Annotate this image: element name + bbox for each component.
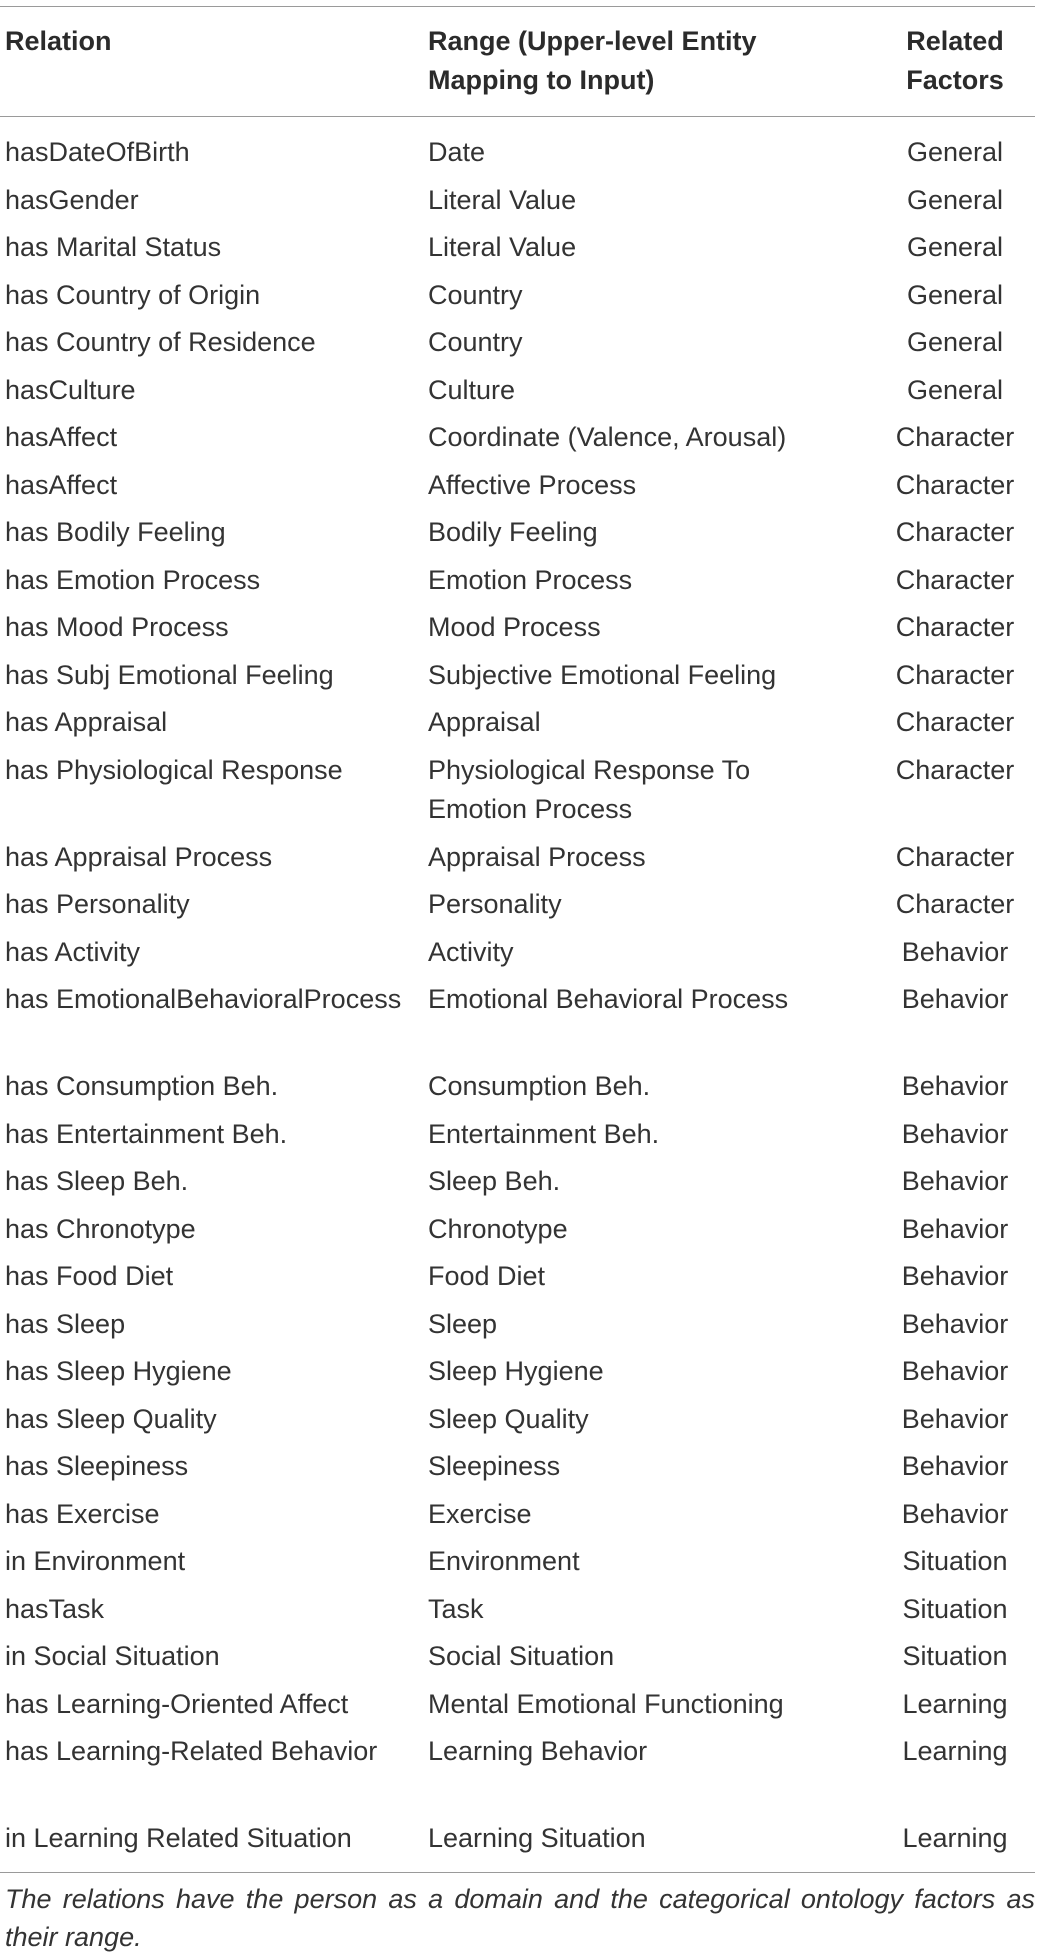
range-cell: Emotion Process <box>428 564 633 595</box>
table-row <box>0 1257 1040 1305</box>
relation-cell: has Entertainment Beh. <box>5 1118 288 1149</box>
range-cell: Sleep Hygiene <box>428 1356 604 1386</box>
relation-cell: in Environment <box>5 1546 186 1576</box>
range-cell: Sleep Beh. <box>428 1166 561 1196</box>
relation-cell: hasTask <box>5 1593 105 1624</box>
table-row <box>0 1210 1040 1258</box>
table-row <box>0 608 1040 656</box>
relation-cell: hasDateOfBirth <box>5 137 190 167</box>
factor-cell: Behavior <box>901 1356 1009 1386</box>
range-cell: Environment <box>428 1546 580 1576</box>
range-cell: Learning Situation <box>428 1823 646 1853</box>
table-row <box>0 1542 1040 1590</box>
factor-cell: General <box>906 279 1004 310</box>
factor-cell: Learning <box>902 1823 1008 1853</box>
factor-cell: Behavior <box>901 984 1009 1014</box>
factor-cell: Character <box>895 707 1015 737</box>
range-cell: Sleep <box>428 1308 498 1339</box>
table-row <box>0 1819 1040 1867</box>
table-body <box>0 133 1040 1867</box>
factor-cell: Behavior <box>901 1071 1009 1101</box>
factor-cell: Character <box>895 422 1015 452</box>
range-cell: Sleep Quality <box>428 1403 589 1434</box>
relation-cell: has Food Diet <box>5 1261 174 1291</box>
relation-cell: has Subj Emotional Feeling <box>5 659 334 690</box>
relation-cell: has Learning-Oriented Affect <box>5 1688 349 1719</box>
relation-cell: hasAffect <box>5 469 118 500</box>
factor-cell: Behavior <box>901 1498 1009 1529</box>
table-top-rule <box>0 6 1035 7</box>
relation-cell: has Learning-Related Behavior <box>5 1736 378 1766</box>
range-cell: Bodily Feeling <box>428 517 598 547</box>
range-cell: Coordinate (Valence, Arousal) <box>428 422 787 452</box>
relation-cell: has Exercise <box>5 1498 160 1529</box>
factor-cell: General <box>906 327 1004 357</box>
range-cell: Appraisal Process <box>428 841 646 872</box>
range-cell: Mood Process <box>428 612 601 642</box>
factor-cell: Character <box>895 841 1015 872</box>
factor-cell: Character <box>895 564 1015 595</box>
range-cell: Sleepiness <box>428 1451 561 1481</box>
range-cell: Affective Process <box>428 469 637 500</box>
factor-cell: Situation <box>902 1546 1008 1576</box>
range-cell: Date <box>428 137 486 167</box>
relation-cell: has EmotionalBehavioralProcess <box>5 984 402 1014</box>
factor-cell: Situation <box>902 1641 1008 1671</box>
relation-cell: hasAffect <box>5 422 118 452</box>
relation-cell: has Sleep Quality <box>5 1403 217 1434</box>
range-cell: Food Diet <box>428 1261 546 1291</box>
range-cell: Personality <box>428 889 562 919</box>
table-header <box>0 22 1040 112</box>
factor-cell: Character <box>895 612 1015 642</box>
relation-cell: in Learning Related Situation <box>5 1823 352 1853</box>
table-row <box>0 1685 1040 1733</box>
range-cell: Country <box>428 279 523 310</box>
table-row <box>0 1400 1040 1448</box>
factor-cell: Behavior <box>901 1213 1009 1244</box>
table-row <box>0 228 1040 276</box>
relation-cell: has Appraisal <box>5 707 168 737</box>
relation-cell: has Marital Status <box>5 232 222 262</box>
table-row <box>0 323 1040 371</box>
relation-cell: has Mood Process <box>5 612 229 642</box>
range-cell: Mental Emotional Functioning <box>428 1688 784 1719</box>
relation-cell: has Physiological Response <box>5 754 343 785</box>
header-relation: Relation <box>5 26 112 56</box>
table-row <box>0 181 1040 229</box>
factor-cell: Behavior <box>901 1261 1009 1291</box>
range-cell: Activity <box>428 936 514 967</box>
factor-cell: General <box>906 374 1004 405</box>
range-cell: Social Situation <box>428 1641 615 1671</box>
factor-cell: Character <box>895 889 1015 919</box>
factor-cell: Behavior <box>901 1308 1009 1339</box>
table-row <box>0 1352 1040 1400</box>
relation-cell: has Activity <box>5 936 141 967</box>
range-cell: Physiological Response To Emotion Process <box>428 754 751 824</box>
relation-cell: has Country of Residence <box>5 327 316 357</box>
range-cell: Appraisal <box>428 707 541 737</box>
range-cell: Country <box>428 327 523 357</box>
factor-cell: General <box>906 137 1004 167</box>
header-related-factors: Related Factors <box>906 26 1004 95</box>
factor-cell: Behavior <box>901 1451 1009 1481</box>
range-cell: Literal Value <box>428 184 577 215</box>
range-cell: Learning Behavior <box>428 1736 648 1766</box>
range-cell: Culture <box>428 374 516 405</box>
factor-cell: Behavior <box>901 1166 1009 1196</box>
range-cell: Exercise <box>428 1498 532 1529</box>
table-row <box>0 561 1040 609</box>
factor-cell: General <box>906 232 1004 262</box>
table-row <box>0 418 1040 466</box>
relation-cell: has Sleepiness <box>5 1451 189 1481</box>
range-cell: Subjective Emotional Feeling <box>428 659 777 690</box>
table-row <box>0 933 1040 981</box>
relation-cell: has Country of Origin <box>5 279 261 310</box>
table-header-rule <box>0 116 1035 117</box>
factor-cell: Behavior <box>901 1403 1009 1434</box>
relation-cell: has Personality <box>5 889 190 919</box>
header-range: Range (Upper-level Entity Mapping to Input) <box>428 26 757 95</box>
table-row <box>0 513 1040 561</box>
range-cell: Entertainment Beh. <box>428 1118 660 1149</box>
relation-cell: has Appraisal Process <box>5 841 273 872</box>
factor-cell: Character <box>895 517 1015 547</box>
relation-cell: has Sleep <box>5 1308 126 1339</box>
factor-cell: Situation <box>902 1593 1008 1624</box>
table-row <box>0 980 1040 1067</box>
table-row <box>0 838 1040 886</box>
range-cell: Literal Value <box>428 232 577 262</box>
factor-cell: General <box>906 184 1004 215</box>
factor-cell: Character <box>895 659 1015 690</box>
factor-cell: Behavior <box>901 936 1009 967</box>
table-row <box>0 371 1040 419</box>
relation-cell: has Emotion Process <box>5 564 261 595</box>
factor-cell: Character <box>895 754 1015 785</box>
relation-cell: has Sleep Hygiene <box>5 1356 232 1386</box>
table-row <box>0 656 1040 704</box>
table-row <box>0 1495 1040 1543</box>
table-row <box>0 885 1040 933</box>
factor-cell: Behavior <box>901 1118 1009 1149</box>
range-cell: Emotional Behavioral Process <box>428 984 789 1014</box>
table-row <box>0 1067 1040 1115</box>
table-row <box>0 276 1040 324</box>
table-row <box>0 1447 1040 1495</box>
relation-cell: hasCulture <box>5 374 136 405</box>
table-row <box>0 1732 1040 1819</box>
table-row <box>0 751 1040 838</box>
table-row <box>0 1305 1040 1353</box>
table-row <box>0 1162 1040 1210</box>
range-cell: Consumption Beh. <box>428 1071 651 1101</box>
table-row <box>0 133 1040 181</box>
table-row <box>0 1637 1040 1685</box>
relation-cell: in Social Situation <box>5 1641 220 1671</box>
table-row <box>0 466 1040 514</box>
range-cell: Chronotype <box>428 1213 568 1244</box>
relation-cell: has Sleep Beh. <box>5 1166 189 1196</box>
table-row <box>0 1115 1040 1163</box>
relation-cell: has Chronotype <box>5 1213 196 1244</box>
relation-cell: has Bodily Feeling <box>5 517 226 547</box>
table-footnote: The relations have the person as a domain and the categorical ontology factors as their range. <box>5 1884 1035 1952</box>
relation-cell: has Consumption Beh. <box>5 1071 279 1101</box>
relation-cell: hasGender <box>5 184 139 215</box>
factor-cell: Character <box>895 469 1015 500</box>
range-cell: Task <box>428 1593 484 1624</box>
table-row <box>0 1590 1040 1638</box>
table-row <box>0 703 1040 751</box>
table-bottom-rule <box>0 1872 1035 1873</box>
factor-cell: Learning <box>902 1688 1008 1719</box>
factor-cell: Learning <box>902 1736 1008 1766</box>
